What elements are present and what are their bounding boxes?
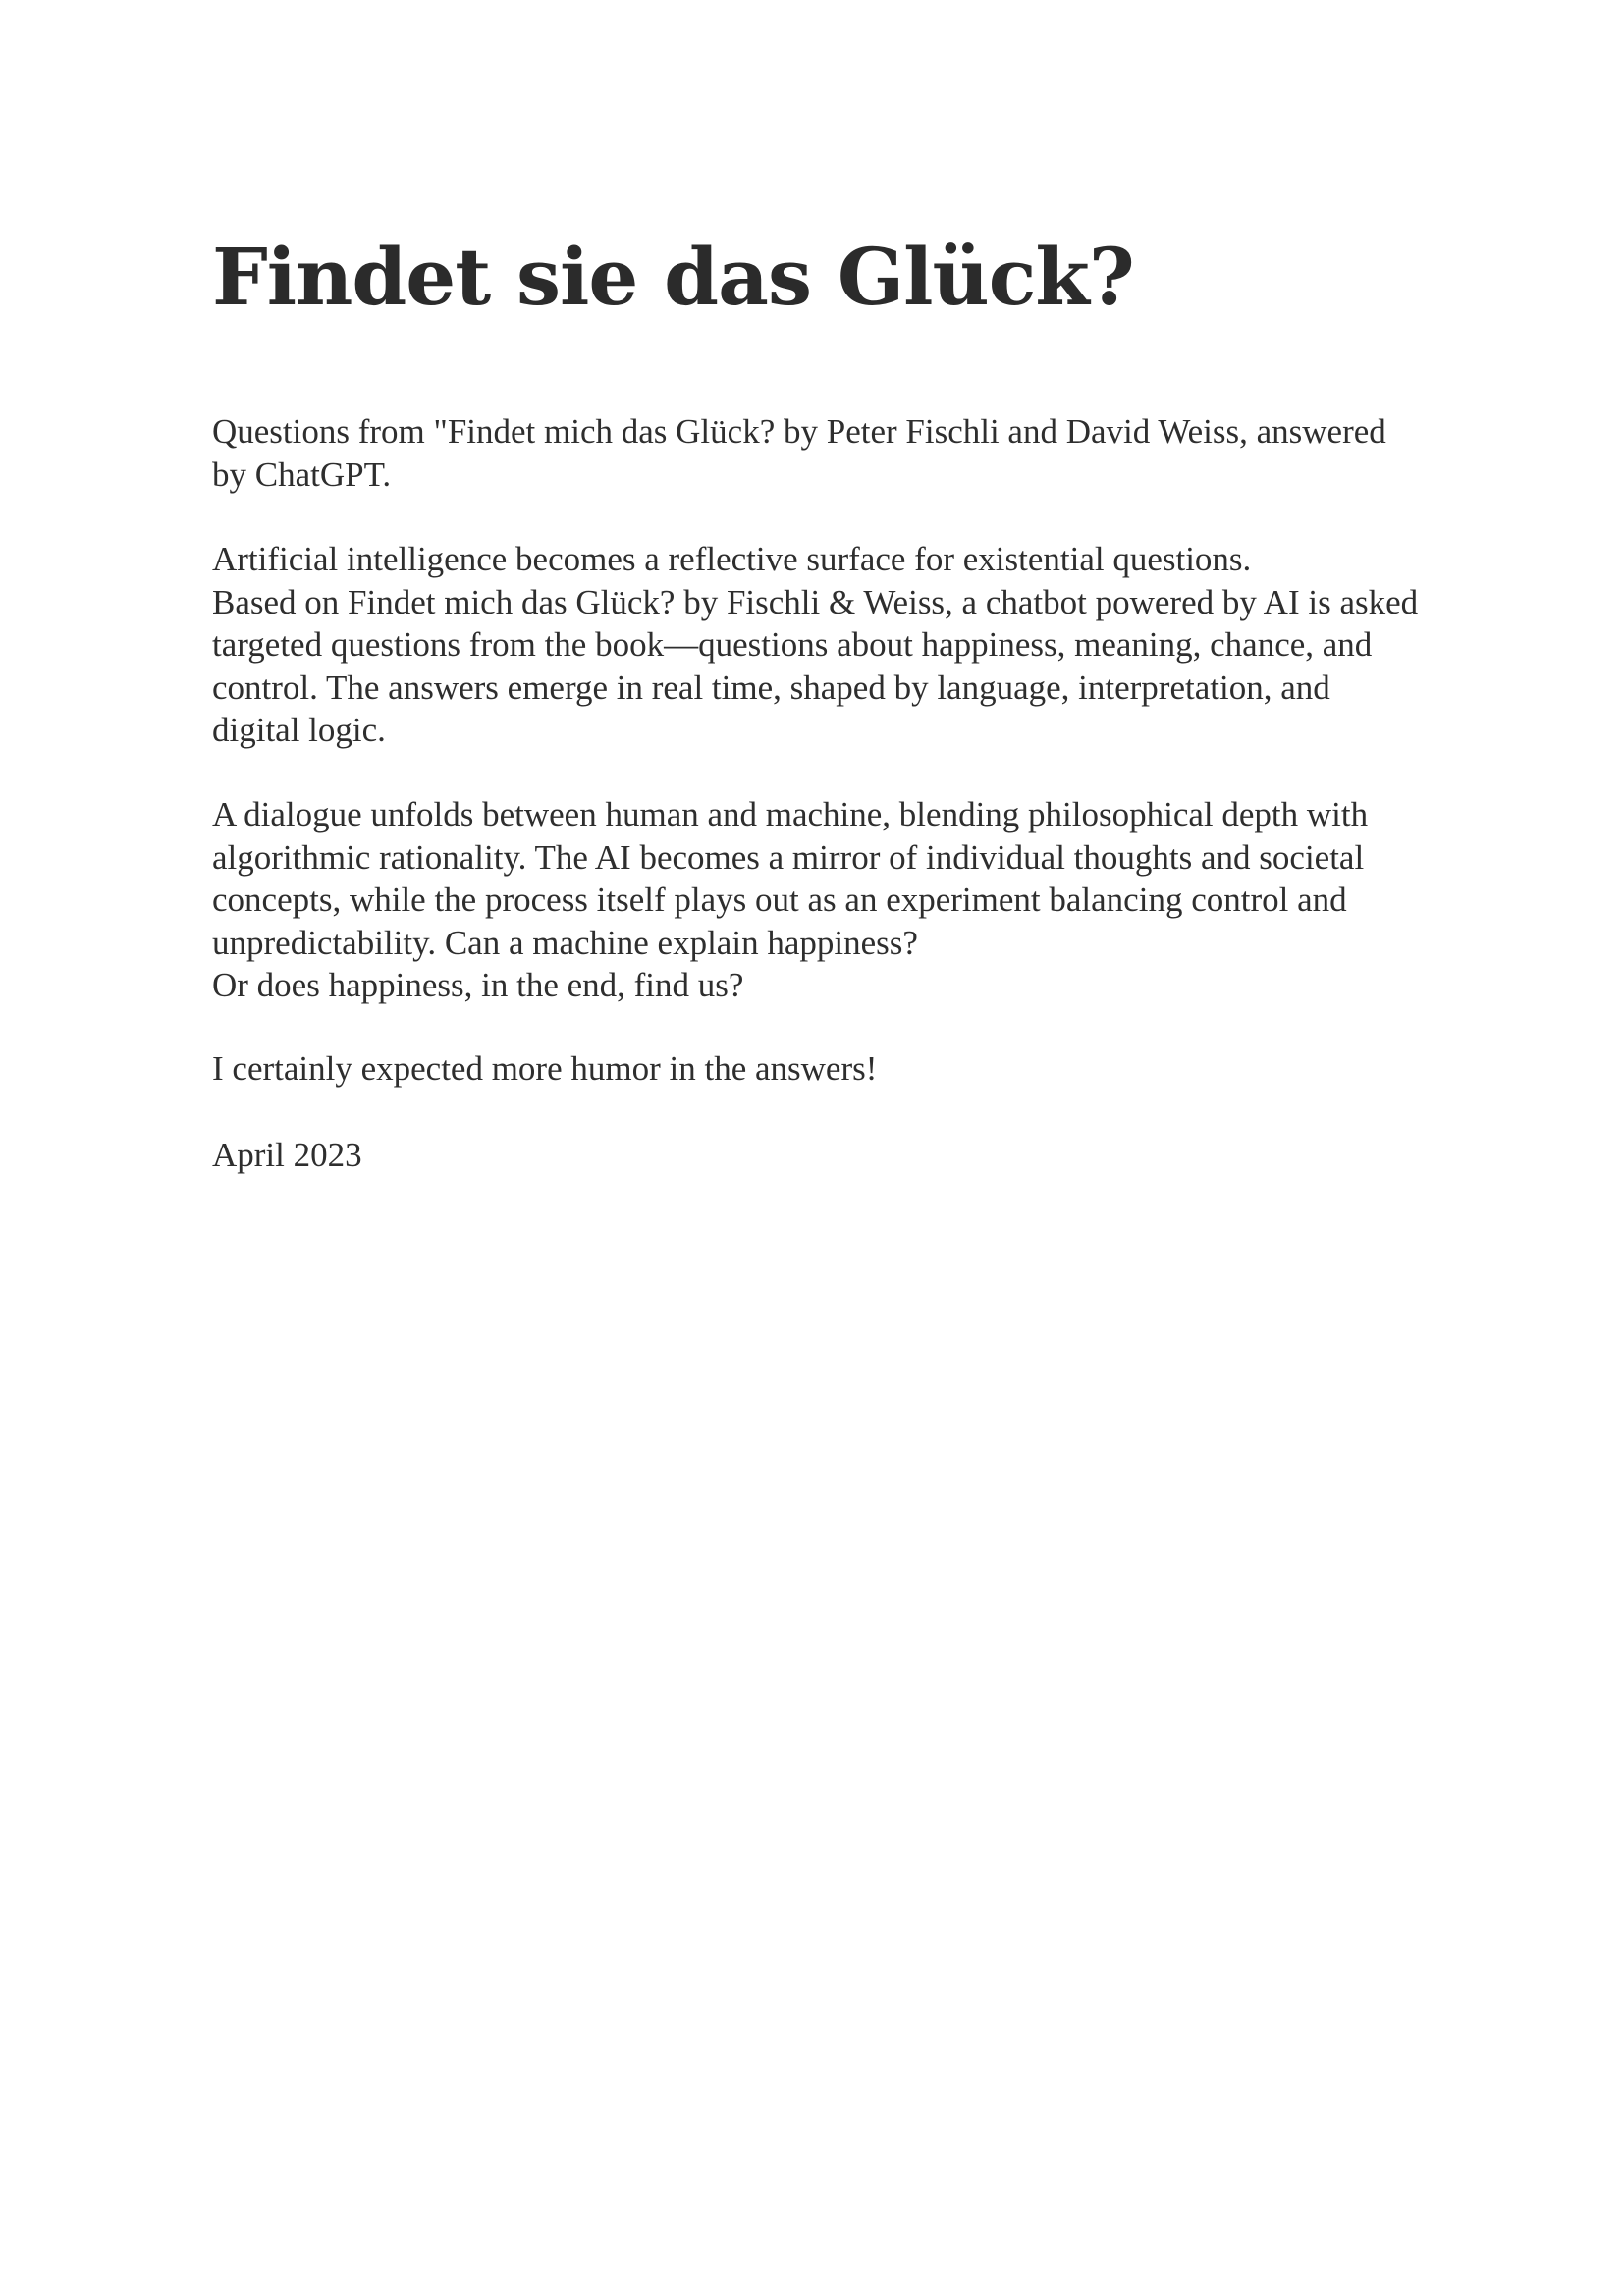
dialogue-paragraph-line: unpredictability. Can a machine explain happiness? [212,923,918,962]
dialogue-paragraph-line: concepts, while the process itself plays out as an experiment balancing control and [212,881,1347,919]
dialogue-paragraph-line: A dialogue unfolds between human and machine, blending philosophical depth with [212,795,1369,833]
ai-paragraph-line: Artificial intelligence becomes a reflective surface for existential questions. [212,540,1252,578]
ai-paragraph-line: Based on Findet mich das Glück? by Fischli & Weiss, a chatbot powered by AI is asked [212,582,1419,621]
ai-paragraph [212,538,1469,752]
dialogue-paragraph-line: algorithmic rationality. The AI becomes a mirror of individual thoughts and societal [212,837,1365,877]
document-date: April 2023 [212,1136,362,1174]
ai-paragraph-line: digital logic. [212,711,386,749]
humor-note: I certainly expected more humor in the answers! [212,1049,878,1088]
dialogue-paragraph-line: Or does happiness, in the end, find us? [212,966,744,1004]
ai-paragraph-line: targeted questions from the book—questions about happiness, meaning, chance, and [212,625,1373,664]
document-title: Findet sie das Glück? [212,231,1134,323]
dialogue-paragraph [212,793,1469,1007]
ai-paragraph-line: control. The answers emerge in real time, shaped by language, interpretation, and [212,667,1330,707]
intro-paragraph [212,410,1469,496]
intro-line: Questions from "Findet mich das Glück? by Peter Fischli and David Weiss, answered [212,412,1386,451]
intro-line: by ChatGPT. [212,454,392,494]
